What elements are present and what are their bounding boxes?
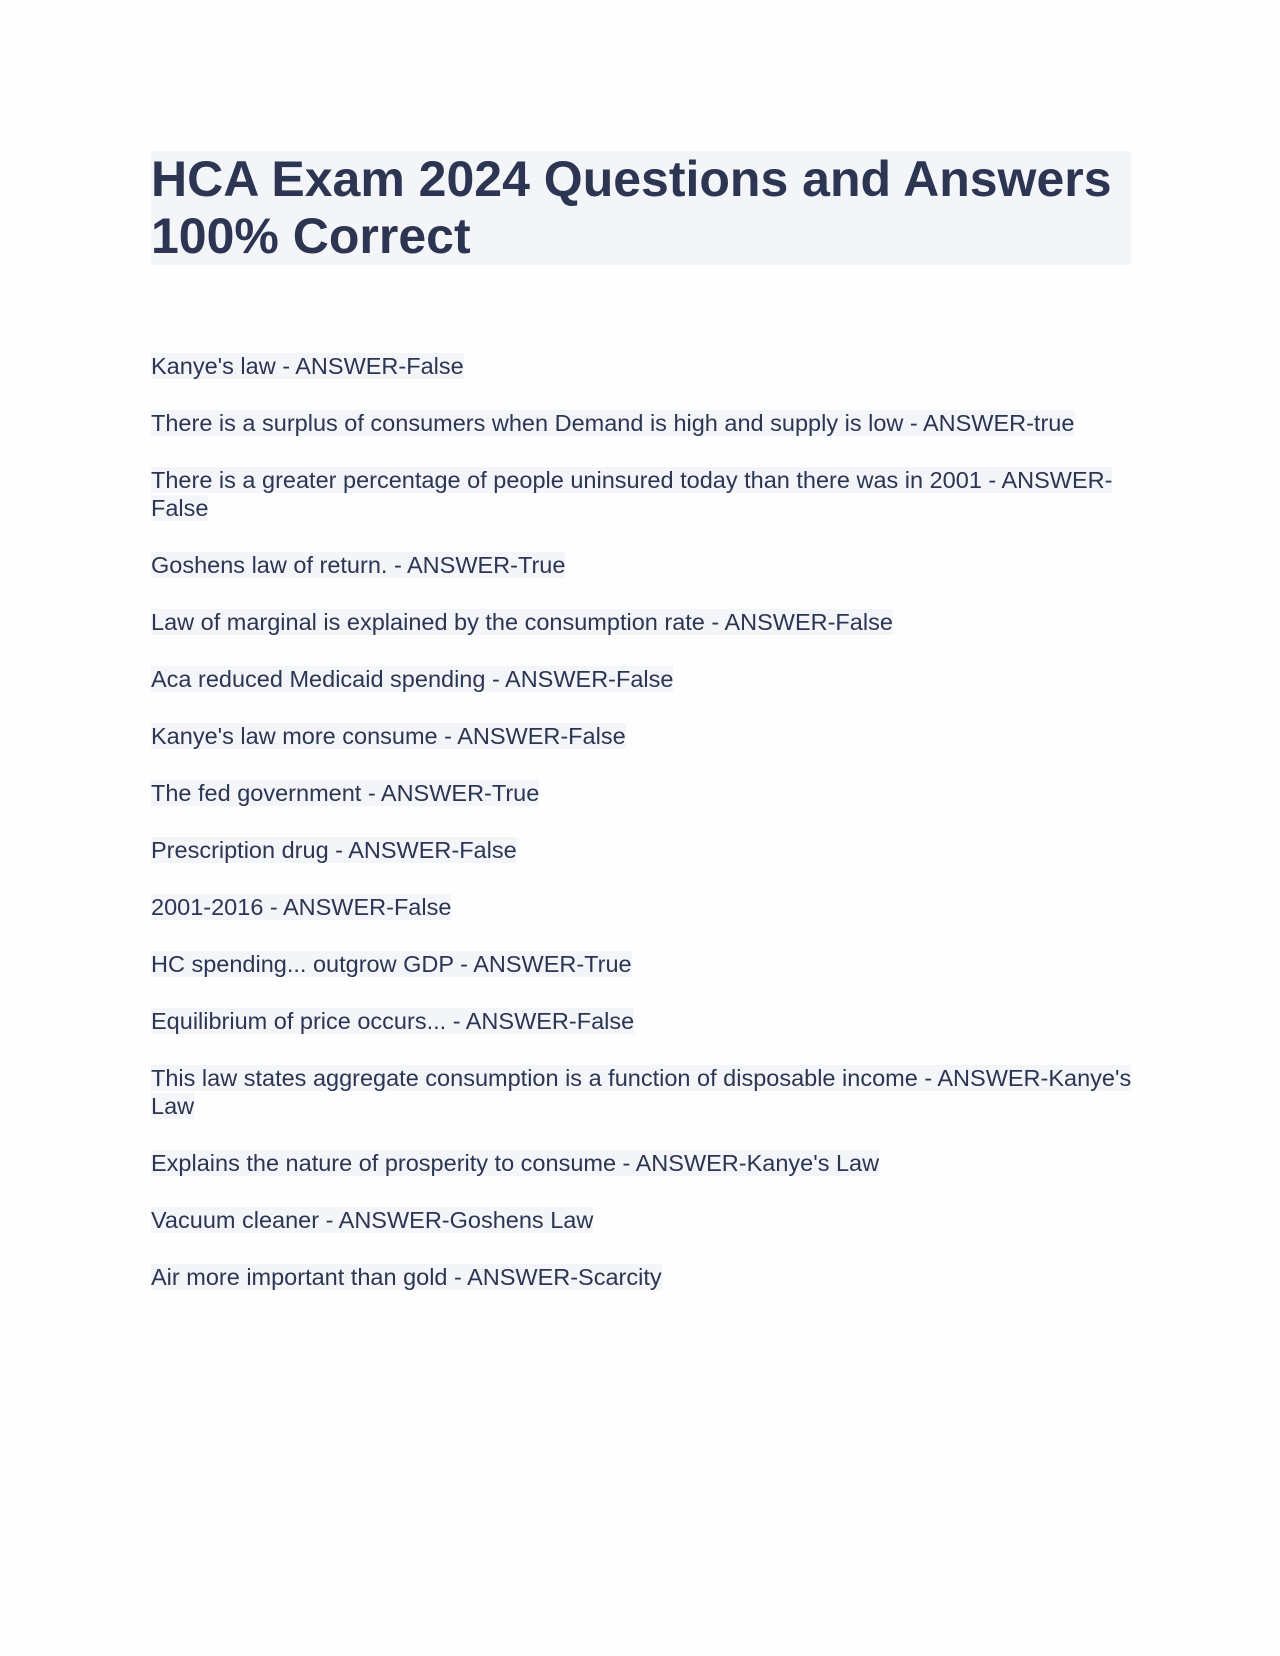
qa-text: The fed government - ANSWER-True [151, 780, 540, 806]
qa-text: Vacuum cleaner - ANSWER-Goshens Law [151, 1207, 594, 1233]
qa-text: Kanye's law more consume - ANSWER-False [151, 723, 626, 749]
list-item [151, 608, 1151, 636]
qa-text: 2001-2016 - ANSWER-False [151, 894, 452, 920]
list-item [151, 1206, 1151, 1234]
qa-text: Kanye's law - ANSWER-False [151, 353, 464, 379]
qa-text: Goshens law of return. - ANSWER-True [151, 552, 566, 578]
list-item [151, 409, 1151, 437]
qa-text: Explains the nature of prosperity to consume - ANSWER-Kanye's Law [151, 1150, 880, 1176]
list-item [151, 893, 1151, 921]
qa-list [151, 352, 1151, 1320]
list-item [151, 722, 1151, 750]
qa-text: There is a surplus of consumers when Demand is high and supply is low - ANSWER-true [151, 410, 1075, 436]
qa-text: Air more important than gold - ANSWER-Scarcity [151, 1264, 662, 1290]
qa-text: Aca reduced Medicaid spending - ANSWER-False [151, 666, 674, 692]
qa-text: Equilibrium of price occurs... - ANSWER-False [151, 1008, 635, 1034]
page-title: HCA Exam 2024 Questions and Answers 100% Correct [151, 151, 1131, 265]
list-item [151, 836, 1151, 864]
list-item [151, 466, 1151, 522]
list-item [151, 1263, 1151, 1291]
qa-text: Law of marginal is explained by the consumption rate - ANSWER-False [151, 609, 893, 635]
list-item [151, 551, 1151, 579]
list-item [151, 1149, 1151, 1177]
qa-text: HC spending... outgrow GDP - ANSWER-True [151, 951, 632, 977]
qa-text: This law states aggregate consumption is a function of disposable income - ANSWER-Kanye's Law [151, 1065, 1132, 1119]
list-item [151, 352, 1151, 380]
qa-text: There is a greater percentage of people uninsured today than there was in 2001 - ANSWER-False [151, 467, 1113, 521]
list-item [151, 950, 1151, 978]
list-item [151, 1064, 1151, 1120]
qa-text: Prescription drug - ANSWER-False [151, 837, 517, 863]
list-item [151, 779, 1151, 807]
list-item [151, 1007, 1151, 1035]
list-item [151, 665, 1151, 693]
